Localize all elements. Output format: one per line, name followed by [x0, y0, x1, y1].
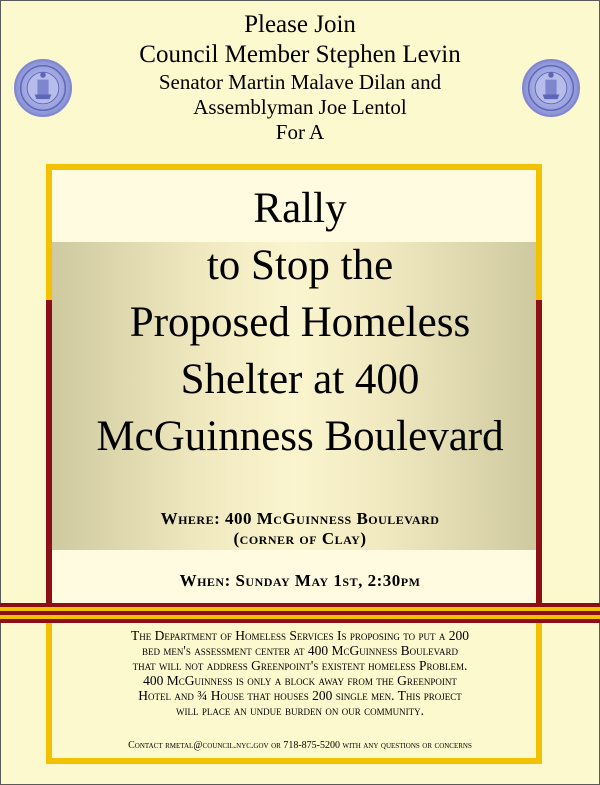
rally-title — [0, 180, 600, 465]
title-line: to Stop the — [206, 242, 394, 289]
description-line: 400 McGuinness is only a block away from the Greenpoint — [143, 673, 457, 688]
header-line-senator: Senator Martin Malave Dilan and — [158, 70, 442, 94]
where-sub: (corner of Clay) — [233, 529, 367, 548]
title-line: Rally — [253, 185, 347, 232]
frame-top-border — [46, 164, 542, 170]
header-line-assemblyman: Assemblyman Joe Lentol — [193, 95, 407, 120]
title-line: Proposed Homeless — [129, 299, 471, 346]
header-line-please-join: Please Join — [244, 11, 356, 38]
description-line: will place an undue burden on our community. — [176, 703, 424, 718]
where-label: Where: 400 McGuinness Boulevard — [160, 509, 440, 528]
when-label: When: Sunday May 1st, 2:30pm — [179, 571, 421, 590]
city-seal-icon — [522, 59, 580, 117]
header — [0, 10, 600, 146]
description-line: bed men's assessment center at 400 McGuinness Boulevard — [142, 643, 458, 658]
title-line: Shelter at 400 — [180, 356, 420, 403]
title-line: McGuinness Boulevard — [96, 413, 504, 460]
where-block — [0, 509, 600, 549]
description-line: that will not address Greenpoint's existent homeless Problem. — [132, 658, 468, 673]
frame-bottom-border — [46, 758, 542, 764]
city-seal-icon — [14, 59, 72, 117]
header-line-council-member: Council Member Stephen Levin — [139, 41, 461, 68]
stripe-maroon — [0, 619, 600, 623]
header-line-for-a: For A — [275, 120, 325, 145]
contact-line: Contact rmetal@council.nyc.gov or 718-875-5200 with any questions or concerns — [128, 740, 472, 751]
description-line: The Department of Homeless Services Is proposing to put a 200 — [130, 628, 470, 643]
decorative-stripes — [0, 603, 600, 623]
description-line: Hotel and ¾ House that houses 200 single men. This project — [138, 688, 462, 703]
description — [56, 628, 544, 718]
